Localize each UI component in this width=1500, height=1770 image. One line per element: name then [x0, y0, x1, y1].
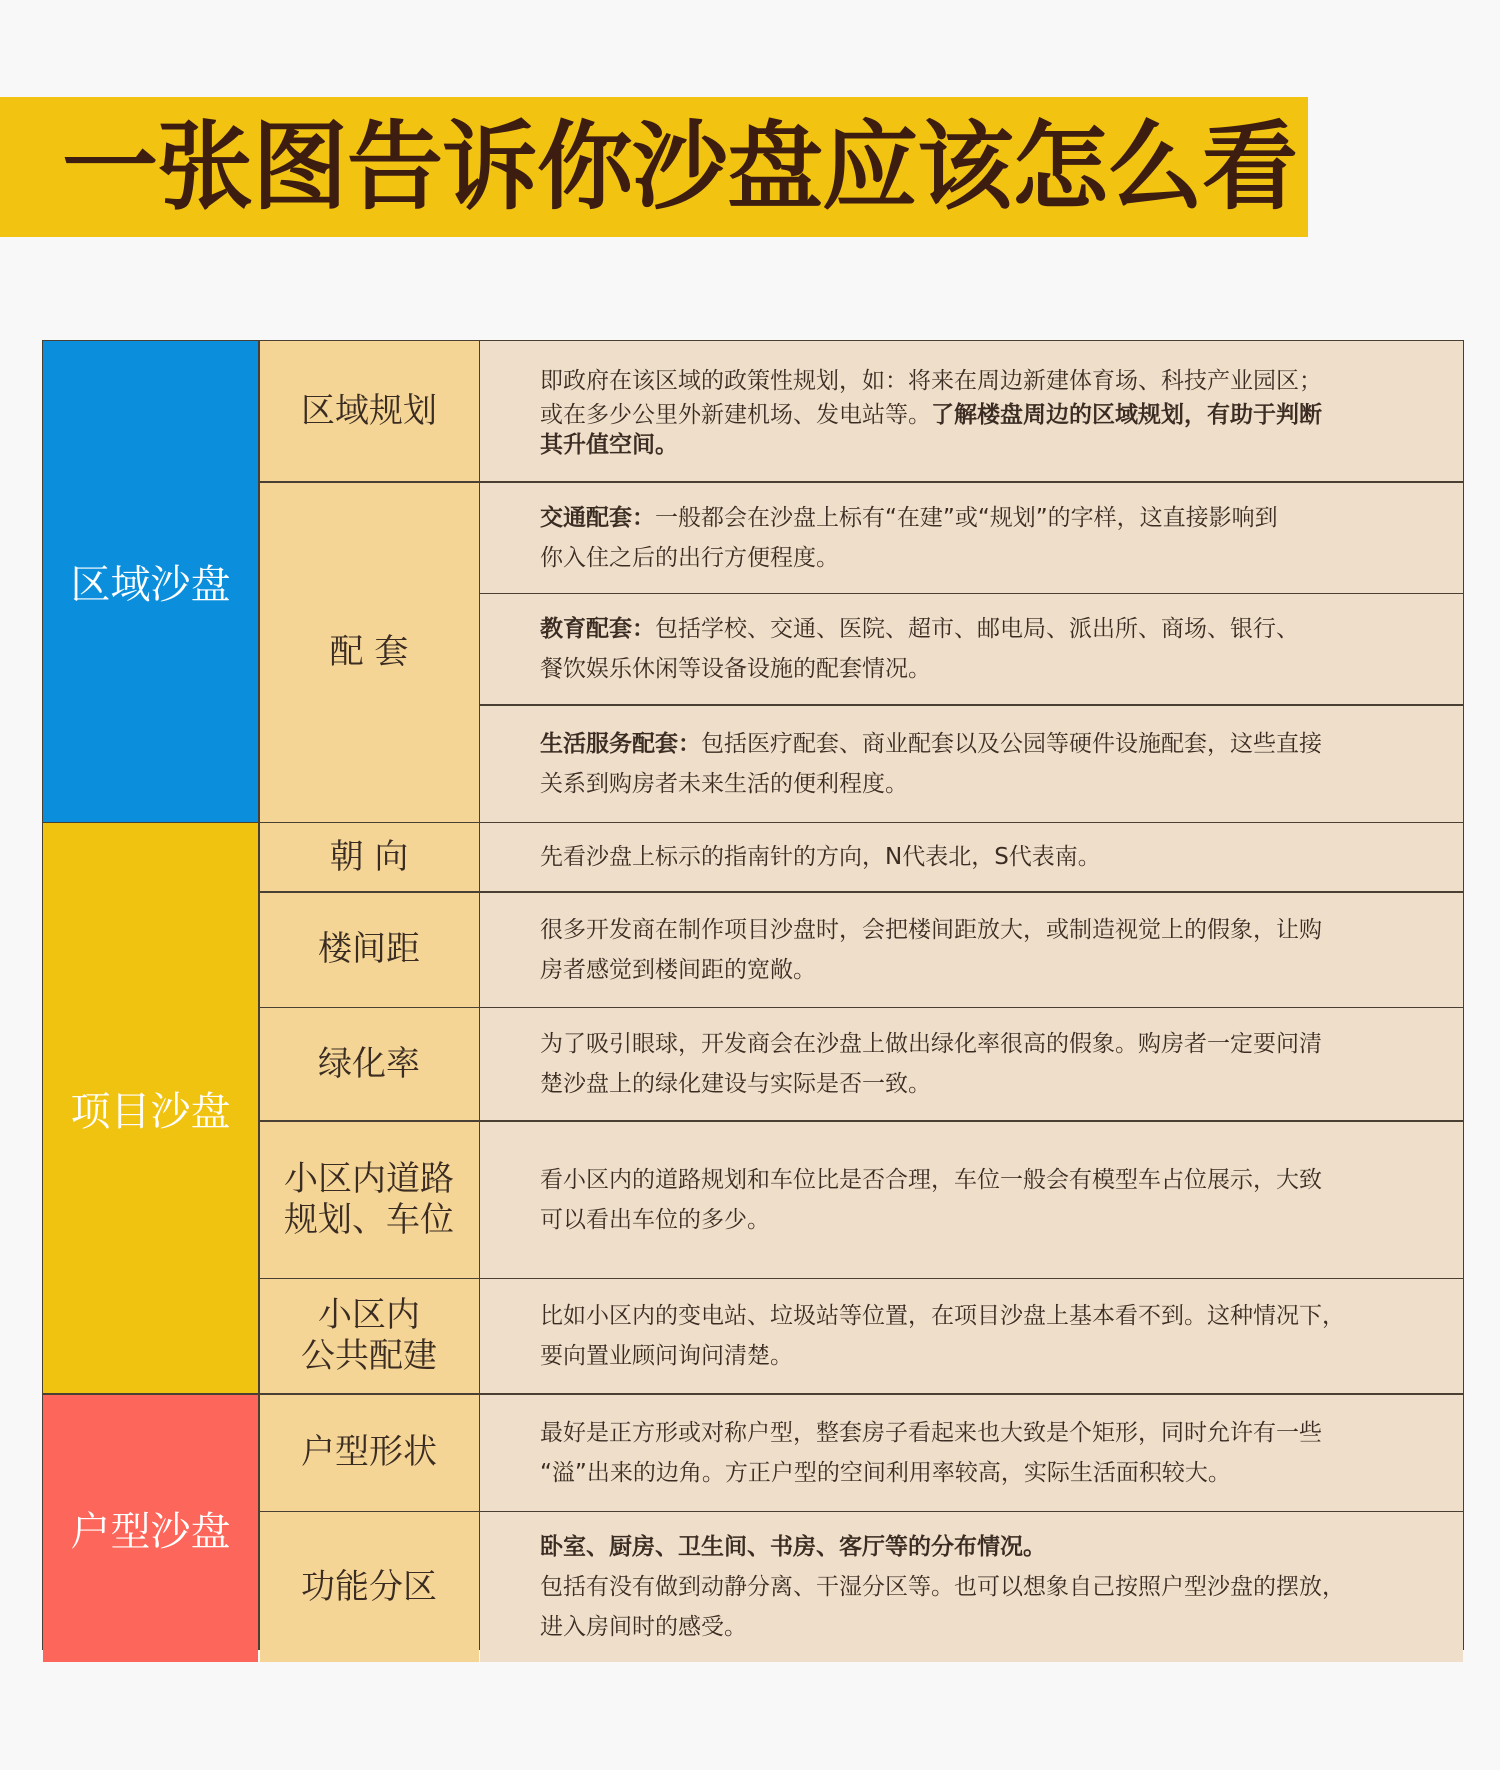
category-unit: 户型沙盘	[43, 1395, 258, 1663]
sub-public-facilities	[260, 1279, 479, 1393]
desc-text: 房者感觉到楼间距的宽敞。	[540, 956, 816, 983]
sub-label: 小区内	[318, 1295, 420, 1336]
desc-bold: 了解楼盘周边的区域规划，有助于判断	[931, 402, 1322, 428]
desc-spacing	[480, 893, 1463, 1007]
sub-label: 户型形状	[301, 1432, 437, 1473]
sub-label: 区域规划	[301, 390, 437, 431]
desc-unit-shape	[480, 1395, 1463, 1511]
desc-text: 包括有没有做到动静分离、干湿分区等。也可以想象自己按照户型沙盘的摆放，	[540, 1574, 1345, 1600]
desc-bold: 卧室、厨房、卫生间、书房、客厅等的分布情况。	[540, 1534, 1046, 1560]
page-title: 一张图告诉你沙盘应该怎么看	[62, 111, 1297, 223]
sub-label: 朝 向	[329, 836, 409, 877]
desc-text: 最好是正方形或对称户型，整套房子看起来也大致是个矩形，同时允许有一些	[540, 1419, 1322, 1446]
desc-text: 很多开发商在制作项目沙盘时，会把楼间距放大，或制造视觉上的假象，让购	[540, 916, 1322, 943]
desc-greening	[480, 1008, 1463, 1120]
desc-text: “溢”出来的边角。方正户型的空间利用率较高，实际生活面积较大。	[540, 1459, 1231, 1486]
info-table	[42, 340, 1464, 1650]
sub-label: 配 套	[329, 631, 409, 672]
sub-spacing	[260, 893, 479, 1007]
desc-transport	[480, 483, 1463, 593]
desc-functional-zones	[480, 1512, 1463, 1662]
desc-text: 包括学校、交通、医院、超市、邮电局、派出所、商场、银行、	[655, 616, 1299, 642]
desc-text: 楚沙盘上的绿化建设与实际是否一致。	[540, 1071, 931, 1097]
desc-text: 一般都会在沙盘上标有“在建”或“规划”的字样，这直接影响到	[655, 504, 1278, 531]
title-banner	[0, 97, 1308, 237]
desc-text: 关系到购房者未来生活的便利程度。	[540, 770, 908, 797]
sub-orientation	[260, 823, 479, 891]
desc-education	[480, 594, 1463, 704]
sub-functional-zones	[260, 1512, 479, 1662]
category-project: 项目沙盘	[43, 823, 258, 1393]
sub-label: 小区内道路	[284, 1158, 454, 1199]
sub-unit-shape	[260, 1395, 479, 1511]
desc-text: 餐饮娱乐休闲等设备设施的配套情况。	[540, 656, 931, 682]
sub-label: 功能分区	[301, 1566, 437, 1607]
sub-greening	[260, 1008, 479, 1120]
desc-text: 要向置业顾问询问清楚。	[540, 1343, 793, 1369]
sub-facilities	[260, 483, 479, 822]
desc-bold: 教育配套：	[540, 616, 655, 642]
desc-text: 你入住之后的出行方便程度。	[540, 544, 839, 571]
desc-text: 看小区内的道路规划和车位比是否合理，车位一般会有模型车占位展示，大致	[540, 1166, 1322, 1193]
desc-public-facilities	[480, 1279, 1463, 1393]
sub-label: 楼间距	[318, 929, 420, 970]
desc-text: 先看沙盘上标示的指南针的方向，N代表北，S代表南。	[540, 844, 1101, 870]
sub-roads-parking	[260, 1122, 479, 1278]
desc-text: 或在多少公里外新建机场、发电站等。	[540, 402, 931, 428]
sub-regional-planning	[260, 341, 479, 481]
desc-text: 为了吸引眼球，开发商会在沙盘上做出绿化率很高的假象。购房者一定要问清	[540, 1031, 1322, 1057]
sub-label: 绿化率	[318, 1043, 420, 1084]
desc-text: 可以看出车位的多少。	[540, 1206, 770, 1233]
desc-bold: 生活服务配套：	[540, 730, 701, 757]
desc-bold: 其升值空间。	[540, 432, 678, 458]
desc-text: 即政府在该区域的政策性规划，如：将来在周边新建体育场、科技产业园区；	[540, 368, 1322, 394]
desc-roads-parking	[480, 1122, 1463, 1278]
sub-label: 规划、车位	[284, 1199, 454, 1240]
desc-text: 包括医疗配套、商业配套以及公园等硬件设施配套，这些直接	[701, 730, 1322, 757]
desc-living	[480, 706, 1463, 822]
sub-label: 公共配建	[301, 1336, 437, 1376]
category-regional: 区域沙盘	[43, 341, 258, 822]
desc-orientation	[480, 823, 1463, 891]
desc-text: 进入房间时的感受。	[540, 1614, 747, 1640]
desc-bold: 交通配套：	[540, 504, 655, 531]
desc-text: 比如小区内的变电站、垃圾站等位置，在项目沙盘上基本看不到。这种情况下，	[540, 1303, 1345, 1329]
desc-regional-planning	[480, 341, 1463, 481]
